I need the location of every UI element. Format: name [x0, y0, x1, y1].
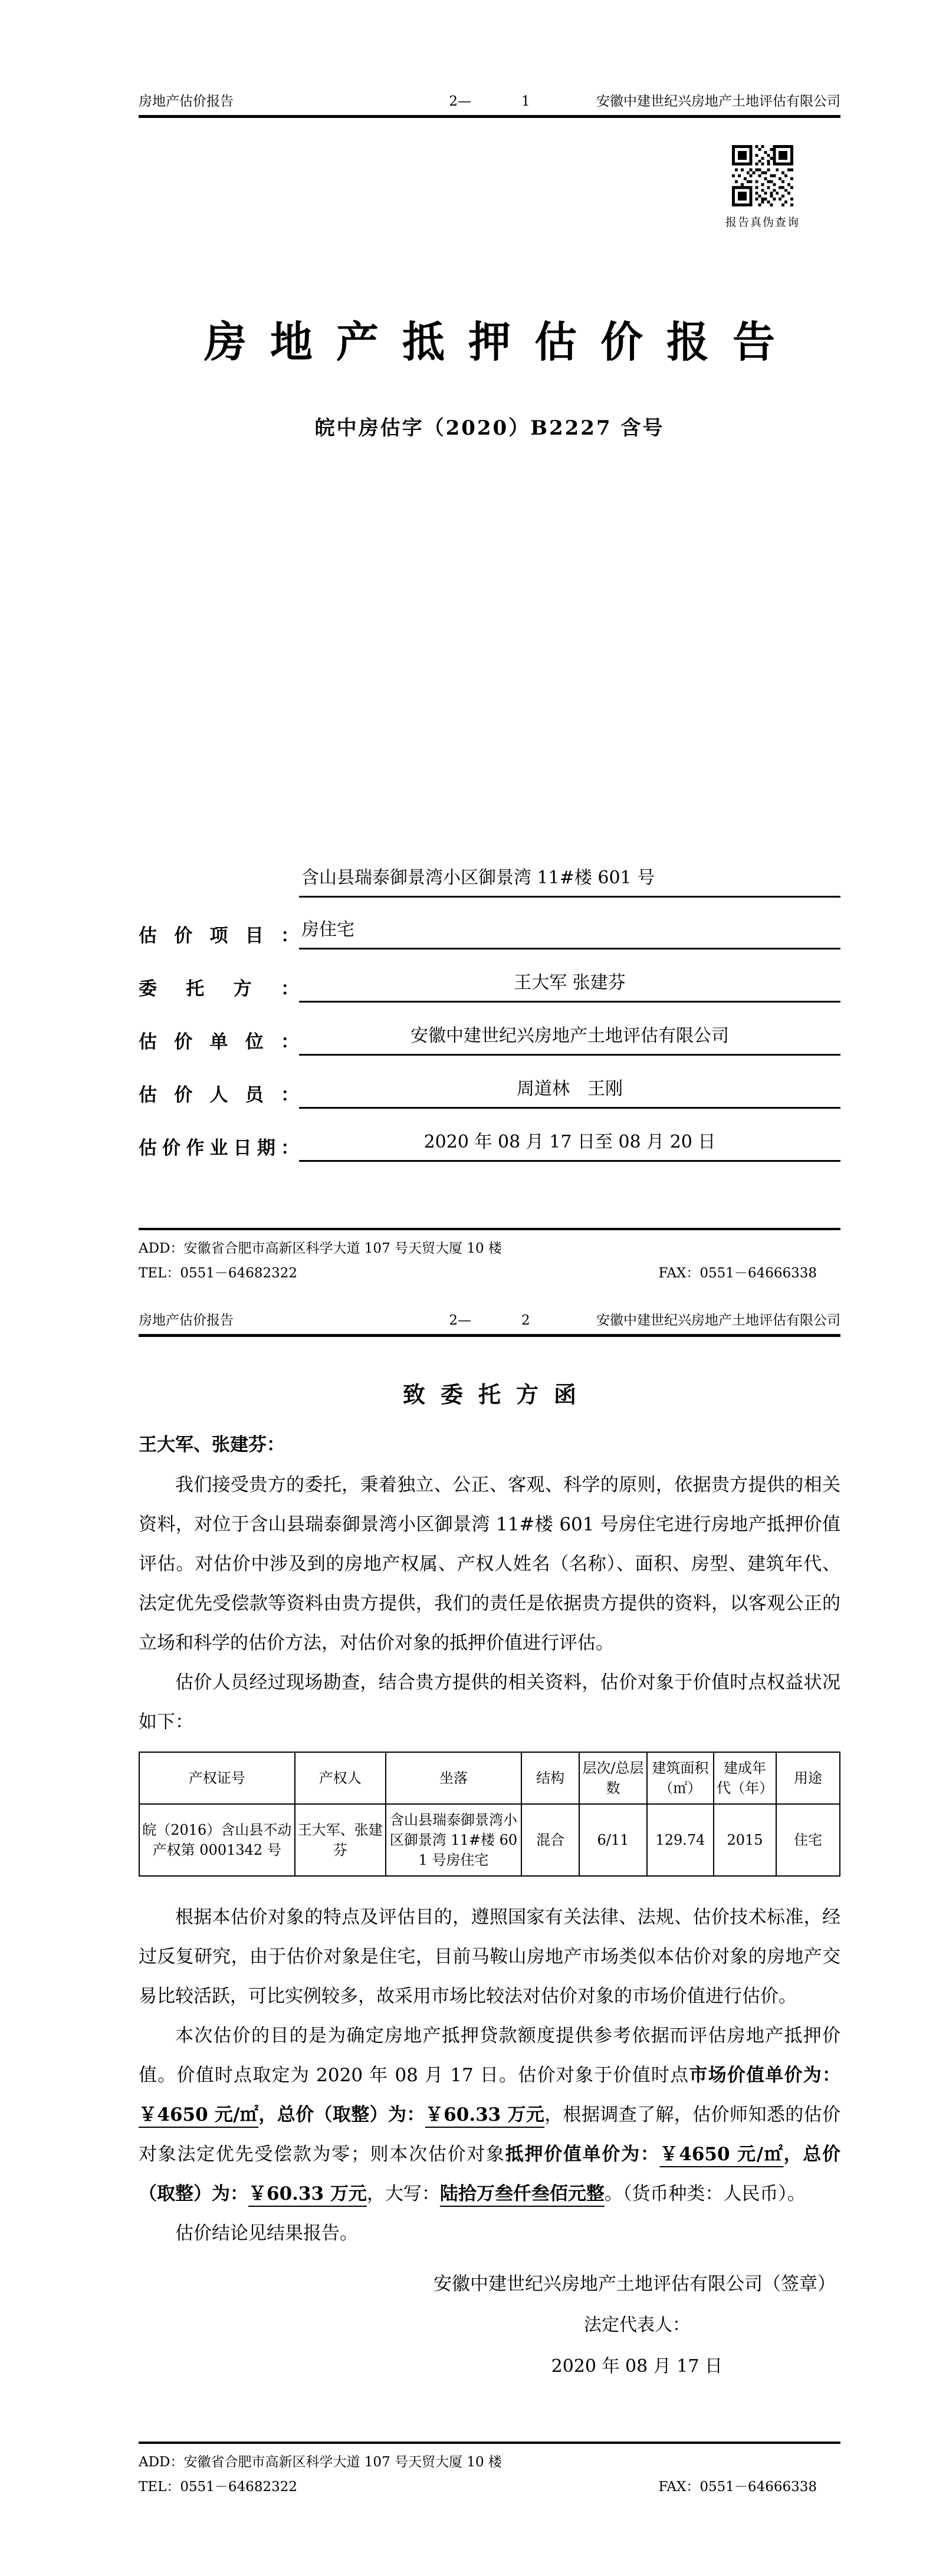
- signature-date: 2020 年 08 月 17 日: [551, 2356, 722, 2377]
- header-doc-type: 房地产估价报告: [139, 1313, 234, 1328]
- col-header-year-built: 建成年代（年）: [714, 1752, 776, 1804]
- field-work-dates-label: 估价作业日期：: [139, 1138, 299, 1159]
- field-project-value-line1: 含山县瑞泰御景湾小区御景湾 11#楼 601 号: [299, 865, 840, 898]
- page2-footer: [139, 2442, 840, 2496]
- cell-year-built: 2015: [714, 1804, 776, 1876]
- cell-floor: 6/11: [579, 1804, 646, 1876]
- col-header-location: 坐落: [386, 1752, 521, 1804]
- header-rule: [139, 1334, 840, 1337]
- letter-title: 致委托方函: [402, 1381, 592, 1408]
- footer-rule: [139, 2442, 840, 2444]
- header-page-number: 2— 2: [449, 1313, 530, 1328]
- page1-footer: [139, 1228, 840, 1282]
- footer-rule: [139, 1228, 840, 1230]
- col-header-structure: 结构: [521, 1752, 579, 1804]
- field-appraisal-agency: [139, 1023, 840, 1056]
- table-header-row: [139, 1752, 840, 1804]
- field-appraisers: [139, 1076, 840, 1109]
- running-header: [139, 1306, 840, 1329]
- letter-paragraph-3: 根据本估价对象的特点及评估目的，遵照国家有关法律、法规、估价技术标准，经过反复研究，由于估价对象是住宅，目前马鞍山房地产市场类似本估价对象的房地产交易比较活跃，可比实例较多，故采用市场比较法对估价对象的市场价值进行估价。: [139, 1907, 840, 2007]
- field-client-value: 王大军 张建芬: [299, 970, 840, 1003]
- header-page-number: 2— 1: [449, 94, 530, 109]
- footer-address: ADD：安徽省合肥市高新区科学大道 107 号天贸大厦 10 楼: [139, 2455, 502, 2470]
- field-project: [139, 865, 840, 949]
- field-project-value-line2: 房住宅: [299, 916, 840, 949]
- signature-legal-rep: 法定代表人：: [584, 2315, 690, 2335]
- verification-qr-block: [711, 145, 815, 229]
- field-work-dates-value: 2020 年 08 月 17 日至 08 月 20 日: [299, 1129, 840, 1162]
- footer-tel: TEL：0551－64682322: [139, 2479, 298, 2495]
- field-appraisal-agency-label: 估价单位：: [139, 1031, 299, 1053]
- col-header-area: 建筑面积（㎡）: [647, 1752, 714, 1804]
- qr-code-icon: [732, 145, 793, 206]
- cell-use: 住宅: [776, 1804, 840, 1876]
- field-client: [139, 970, 840, 1003]
- field-appraisers-label: 估价人员：: [139, 1085, 299, 1106]
- field-appraisal-agency-value: 安徽中建世纪兴房地产土地评估有限公司: [299, 1023, 840, 1056]
- col-header-cert-no: 产权证号: [139, 1752, 295, 1804]
- cell-area: 129.74: [647, 1804, 714, 1876]
- signature-company: 安徽中建世纪兴房地产土地评估有限公司（签章）: [433, 2273, 836, 2295]
- letter-paragraph-2: 估价人员经过现场勘查，结合贵方提供的相关资料，估价对象于价值时点权益状况如下：: [139, 1672, 840, 1733]
- field-project-label: 估价项目：: [139, 925, 299, 947]
- conclusion-line: 估价结论见结果报告。: [175, 2223, 358, 2244]
- report-title: 房地产抵押估价报告: [203, 317, 799, 367]
- cell-cert-no: 皖（2016）含山县不动产权第 0001342 号: [139, 1804, 295, 1876]
- header-company-name: 安徽中建世纪兴房地产土地评估有限公司: [596, 1313, 840, 1328]
- cell-location: 含山县瑞泰御景湾小区御景湾 11#楼 601 号房住宅: [386, 1804, 521, 1876]
- footer-fax: FAX：0551－64666338: [658, 2479, 817, 2495]
- cell-owner: 王大军、张建芬: [295, 1804, 386, 1876]
- letter-paragraph-4: 本次估价的目的是为确定房地产抵押贷款额度提供参考依据而评估房地产抵押价值。价值时点取定为 2020 年 08 月 17 日。估价对象于价值时点市场价值单价为：￥4650 元/㎡，总价（取整）为：￥60.33 万元，根据调查了解，估价师知悉的估价对象法定优先受偿款为零；则本次估价对象抵押价值单价为：￥4650 元/㎡，总价（取整）为：￥60.33 万元，大写：陆拾万叁仟叁佰元整。（货币种类：人民币）。: [139, 2025, 841, 2204]
- field-appraisers-value: 周道林 王刚: [299, 1076, 840, 1109]
- table-row: [139, 1804, 840, 1876]
- cover-fields: [139, 865, 840, 1162]
- footer-address: ADD：安徽省合肥市高新区科学大道 107 号天贸大厦 10 楼: [139, 1241, 502, 1256]
- running-header: [139, 93, 840, 110]
- qr-caption: 报告真伪查询: [725, 216, 800, 229]
- header-doc-type: 房地产估价报告: [139, 94, 234, 109]
- letter-salutation: 王大军、张建芬：: [139, 1434, 285, 1455]
- col-header-owner: 产权人: [295, 1752, 386, 1804]
- letter-page: [0, 1306, 936, 2576]
- report-doc-number: 皖中房估字（2020）B2227 含号: [314, 416, 665, 440]
- header-rule: [139, 115, 840, 118]
- footer-fax: FAX：0551－64666338: [658, 1266, 817, 1281]
- col-header-floor: 层次/总层数: [579, 1752, 646, 1804]
- letter-paragraph-1: 我们接受贵方的委托，秉着独立、公正、客观、科学的原则，依据贵方提供的相关资料，对位于含山县瑞泰御景湾小区御景湾 11#楼 601 号房住宅进行房地产抵押价值评估。对估价中涉及到的房地产权属、产权人姓名（名称）、面积、房型、建筑年代、法定优先受偿款等资料由贵方提供，我们的责任是依据贵方提供的资料，以客观公正的立场和科学的估价方法，对估价对象的抵押价值进行评估。: [139, 1474, 840, 1654]
- header-company-name: 安徽中建世纪兴房地产土地评估有限公司: [596, 94, 840, 109]
- field-work-dates: [139, 1129, 840, 1162]
- cell-structure: 混合: [521, 1804, 579, 1876]
- col-header-use: 用途: [776, 1752, 840, 1804]
- field-client-label: 委托方：: [139, 978, 299, 1000]
- footer-tel: TEL：0551－64682322: [139, 1266, 298, 1281]
- property-rights-table: [139, 1752, 840, 1877]
